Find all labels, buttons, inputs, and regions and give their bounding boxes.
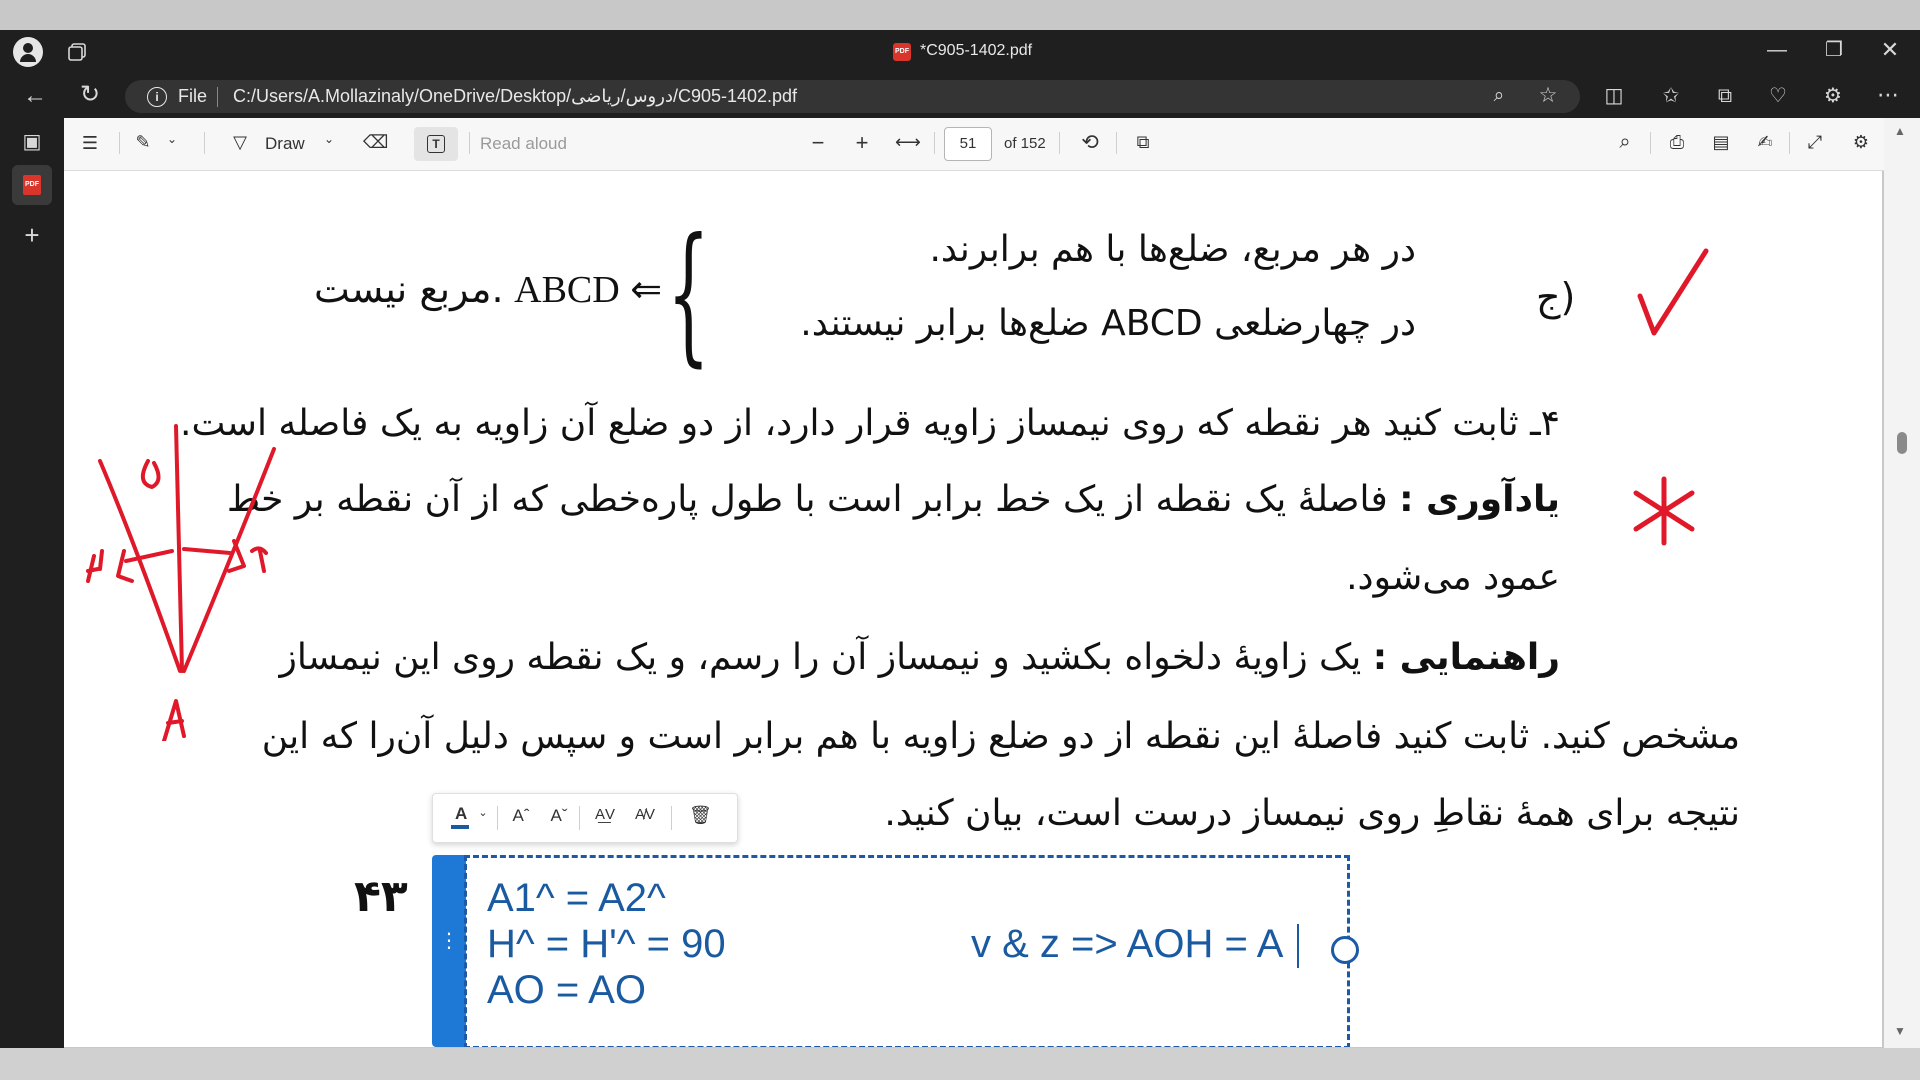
reminder-label: یادآوری : (1399, 479, 1560, 520)
toolbar-divider (1059, 132, 1060, 154)
page-view-icon[interactable]: ⧉ (1136, 132, 1150, 152)
page-number-input[interactable]: 51 (944, 127, 992, 161)
back-arrow-icon[interactable]: ← (23, 82, 47, 109)
profile-avatar[interactable] (13, 37, 43, 67)
minimize-icon[interactable]: — (1767, 39, 1787, 61)
toolbar-divider (1789, 132, 1790, 154)
toolbar-divider (934, 132, 935, 154)
draw-button-label[interactable]: Draw (265, 134, 305, 153)
text-format-toolbar (432, 793, 738, 843)
red-asterisk-icon (1624, 471, 1704, 551)
statement-line-1: در هر مربع، ضلع‌ها با هم برابرند. (929, 229, 1416, 270)
statement-line-2: در چهارضلعی ABCD ضلع‌ها برابر نیستند. (800, 303, 1416, 344)
window-title: *C905-1402.pdf (920, 42, 1033, 59)
pdf-page (64, 171, 1882, 1047)
annotation-drag-handle[interactable] (432, 855, 475, 1047)
draw-pen-icon[interactable]: ▽ (233, 132, 247, 152)
browser-essentials-icon[interactable]: ♡ (1769, 85, 1787, 107)
format-divider (671, 806, 672, 830)
desktop-strip (0, 0, 1920, 30)
title-bar (0, 30, 1920, 74)
info-icon[interactable]: i (147, 87, 167, 107)
curly-brace: { (667, 207, 710, 381)
pdf-tab-icon: PDF (893, 43, 911, 61)
desktop-strip-bottom (0, 1048, 1920, 1080)
toolbar-divider (1650, 132, 1651, 154)
conclusion-subject: ABCD (514, 269, 620, 311)
conclusion-suffix: مربع نیست. (314, 267, 504, 311)
resize-handle-icon[interactable] (1331, 936, 1359, 964)
close-icon[interactable]: ✕ (1880, 37, 1900, 62)
drag-grip-icon: ⋮⋮ (439, 930, 475, 952)
toolbar-divider (1116, 132, 1117, 154)
rotate-icon[interactable]: ⟲ (1081, 131, 1099, 154)
extensions-icon[interactable]: ⚙ (1824, 85, 1842, 107)
save-as-icon[interactable]: ✍ (1757, 132, 1773, 152)
fit-to-width-icon[interactable]: ⟷ (895, 132, 921, 152)
search-icon[interactable]: ⌕ (1619, 131, 1631, 153)
full-screen-icon[interactable]: ⤢ (1807, 132, 1823, 152)
hint-text-1: یک زاویهٔ دلخواه بکشید و نیمساز آن را رسم، و یک نقطه روی این نیمساز (279, 637, 1362, 678)
read-aloud-button[interactable]: Read aloud (480, 134, 567, 153)
annotation-line-2: H^ = H'^ = 90 (487, 922, 726, 966)
scroll-thumb[interactable] (1897, 432, 1907, 454)
toolbar-divider (469, 132, 470, 154)
pdf-file-icon: PDF (23, 175, 41, 195)
highlight-icon[interactable]: ✎ (135, 132, 151, 152)
address-path: C:/Users/A.Mollazinaly/OneDrive/Desktop/دروس/ریاضی/C905-1402.pdf (233, 86, 798, 106)
workspaces-icon[interactable] (65, 41, 89, 63)
toolbar-divider (119, 132, 120, 154)
font-color-button[interactable]: A (449, 804, 473, 830)
hint-line-2: مشخص کنید. ثابت کنید فاصلهٔ این نقطه از دو ضلع زاویه با هم برابر است و سپس دلیل آن‌را که این (261, 716, 1740, 757)
decrease-spacing-icon[interactable]: A̸V (634, 806, 655, 823)
scroll-up-arrow-icon[interactable]: ▲ (1894, 124, 1906, 138)
zoom-icon[interactable]: ⌕ (1493, 85, 1505, 106)
annotation-line-1: A1^ = A2^ (487, 876, 666, 920)
format-divider (579, 806, 580, 830)
text-annotation-box[interactable] (464, 855, 1350, 1047)
annotation-line-4: v & z => AOH = A (971, 922, 1284, 966)
address-field[interactable] (125, 80, 1580, 113)
contents-list-icon[interactable]: ☰ (81, 133, 99, 153)
protocol-label: File (178, 86, 208, 106)
increase-font-size-icon[interactable]: Aˆ (512, 806, 530, 825)
tab-actions-icon[interactable]: ▣ (22, 131, 42, 153)
part-label-j: ج) (1536, 275, 1576, 319)
split-screen-icon[interactable]: ◫ (1604, 85, 1624, 107)
increase-spacing-icon[interactable]: A͟V (594, 806, 615, 823)
favorite-star-icon[interactable]: ☆ (1538, 84, 1558, 107)
reminder-text: فاصلهٔ یک نقطه از یک خط برابر است با طول پاره‌خطی که از آن نقطه بر خط (226, 479, 1388, 520)
active-pdf-tab[interactable] (12, 165, 52, 205)
hint-line-1 (280, 637, 1560, 678)
vertical-tabs-sidebar (0, 118, 64, 1048)
draw-dropdown-chevron-icon[interactable]: ⌄ (323, 132, 335, 146)
collections-icon[interactable]: ⧉ (1717, 85, 1733, 107)
restore-icon[interactable]: ❐ (1825, 39, 1843, 61)
text-cursor (1297, 924, 1299, 968)
scroll-down-arrow-icon[interactable]: ▼ (1894, 1024, 1906, 1038)
settings-gear-icon[interactable]: ⚙ (1852, 132, 1870, 152)
refresh-icon[interactable]: ↻ (79, 81, 101, 108)
page-total-label: of 152 (1004, 135, 1046, 152)
more-menu-icon[interactable]: ⋯ (1877, 82, 1899, 107)
red-angle-bisector-sketch (84, 421, 304, 741)
decrease-font-size-icon[interactable]: Aˇ (550, 806, 568, 825)
vertical-scrollbar[interactable] (1884, 118, 1920, 1048)
save-icon[interactable]: ▤ (1712, 132, 1730, 152)
new-tab-plus-icon[interactable]: + (24, 220, 40, 250)
add-text-icon: T (427, 135, 445, 153)
add-text-button[interactable] (414, 127, 458, 161)
hint-line-3: نتیجه برای همهٔ نقاطِ روی نیمساز درست است، بیان کنید. (884, 793, 1740, 834)
format-divider (497, 806, 498, 830)
highlight-dropdown-chevron-icon[interactable]: ⌄ (166, 132, 178, 146)
erase-icon[interactable]: ⌫ (363, 132, 389, 152)
printed-page-number: ۴۳ (354, 871, 408, 922)
favorites-icon[interactable]: ✩ (1662, 85, 1680, 107)
reminder-continuation: عمود می‌شود. (1346, 557, 1560, 598)
conclusion (314, 267, 662, 312)
toolbar-divider (204, 132, 205, 154)
zoom-in-icon[interactable]: + (855, 130, 869, 155)
annotation-line-3: AO = AO (487, 968, 646, 1012)
hint-label: راهنمایی : (1372, 637, 1560, 678)
question-4: ۴ـ ثابت کنید هر نقطه که روی نیمساز زاویه قرار دارد، از دو ضلع آن زاویه به یک فاصله است. (180, 403, 1560, 444)
print-icon[interactable]: ⎙ (1669, 132, 1685, 152)
address-divider (217, 87, 218, 107)
reminder (227, 479, 1560, 520)
implication-arrow: ⇐ (630, 269, 663, 311)
zoom-out-icon[interactable]: − (811, 130, 825, 155)
red-checkmark-icon (1634, 241, 1714, 341)
font-color-chevron-icon[interactable]: ⌄ (478, 807, 488, 819)
pdf-toolbar (64, 118, 1920, 171)
delete-trash-icon[interactable]: 🗑 (689, 805, 712, 825)
